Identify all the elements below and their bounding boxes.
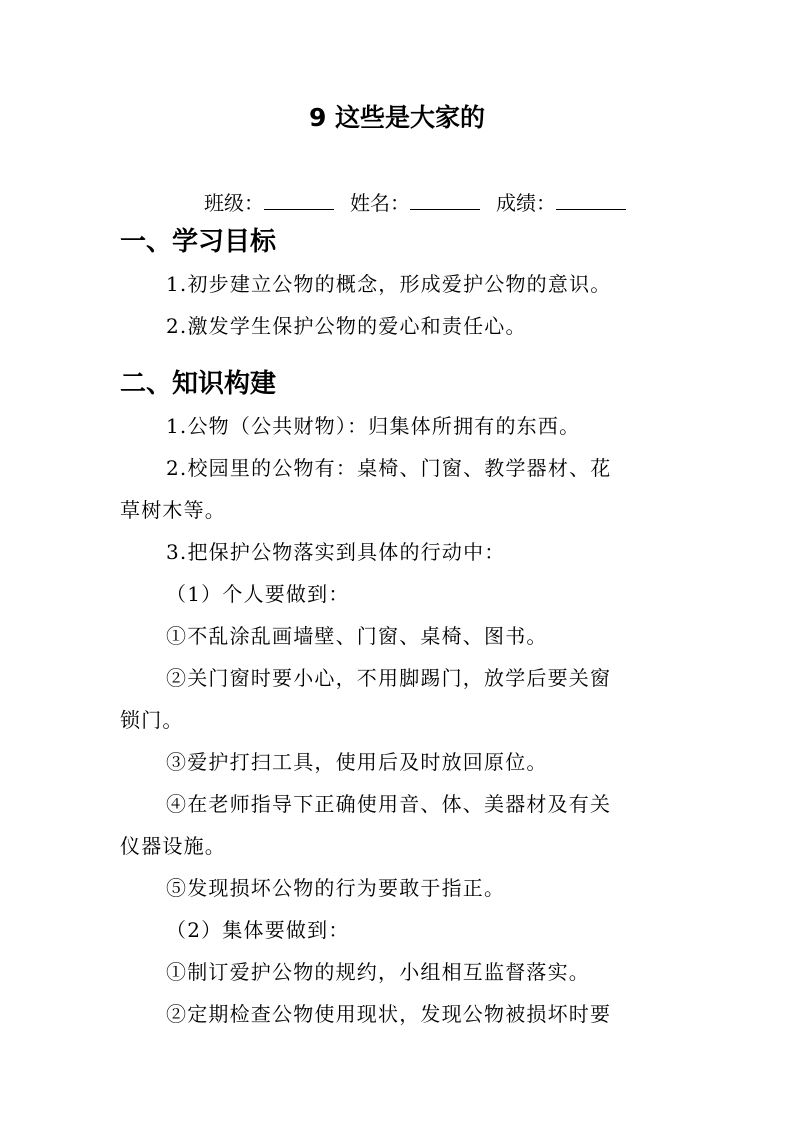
knowledge-line: 锁门。: [120, 708, 184, 732]
section-heading-objectives: 一、学习目标: [120, 227, 277, 257]
section-heading-knowledge: 二、知识构建: [120, 369, 277, 399]
class-label: 班级：: [204, 191, 264, 215]
knowledge-subheading: （1）个人要做到：: [166, 582, 350, 606]
knowledge-line: ①制订爱护公物的规约，小组相互监督落实。: [166, 960, 590, 984]
score-blank[interactable]: [556, 189, 626, 210]
class-blank[interactable]: [264, 189, 334, 210]
objective-line: 1.初步建立公物的概念，形成爱护公物的意识。: [166, 272, 612, 296]
knowledge-line: ④在老师指导下正确使用音、体、美器材及有关: [166, 792, 612, 816]
knowledge-line: ②关门窗时要小心，不用脚踢门，放学后要关窗: [166, 666, 612, 690]
knowledge-line: 2.校园里的公物有：桌椅、门窗、教学器材、花: [166, 456, 612, 480]
knowledge-line: 3.把保护公物落实到具体的行动中：: [166, 540, 506, 564]
knowledge-line: 仪器设施。: [120, 834, 226, 858]
student-info-row: [204, 186, 642, 220]
knowledge-line: ②定期检查公物使用现状，发现公物被损坏时要: [166, 1002, 612, 1026]
knowledge-line: ③爱护打扫工具，使用后及时放回原位。: [166, 750, 548, 774]
knowledge-line: 草树木等。: [120, 498, 226, 522]
name-blank[interactable]: [410, 189, 480, 210]
knowledge-line: ①不乱涂乱画墙壁、门窗、桌椅、图书。: [166, 624, 548, 648]
score-label: 成绩：: [496, 191, 556, 215]
name-label: 姓名：: [350, 191, 410, 215]
knowledge-line: ⑤发现损坏公物的行为要敢于指正。: [166, 876, 506, 900]
knowledge-subheading: （2）集体要做到：: [166, 918, 350, 942]
knowledge-line: 1.公物（公共财物）：归集体所拥有的东西。: [166, 414, 581, 438]
page-title: 9 这些是大家的: [308, 103, 486, 132]
objective-line: 2.激发学生保护公物的爱心和责任心。: [166, 314, 527, 338]
